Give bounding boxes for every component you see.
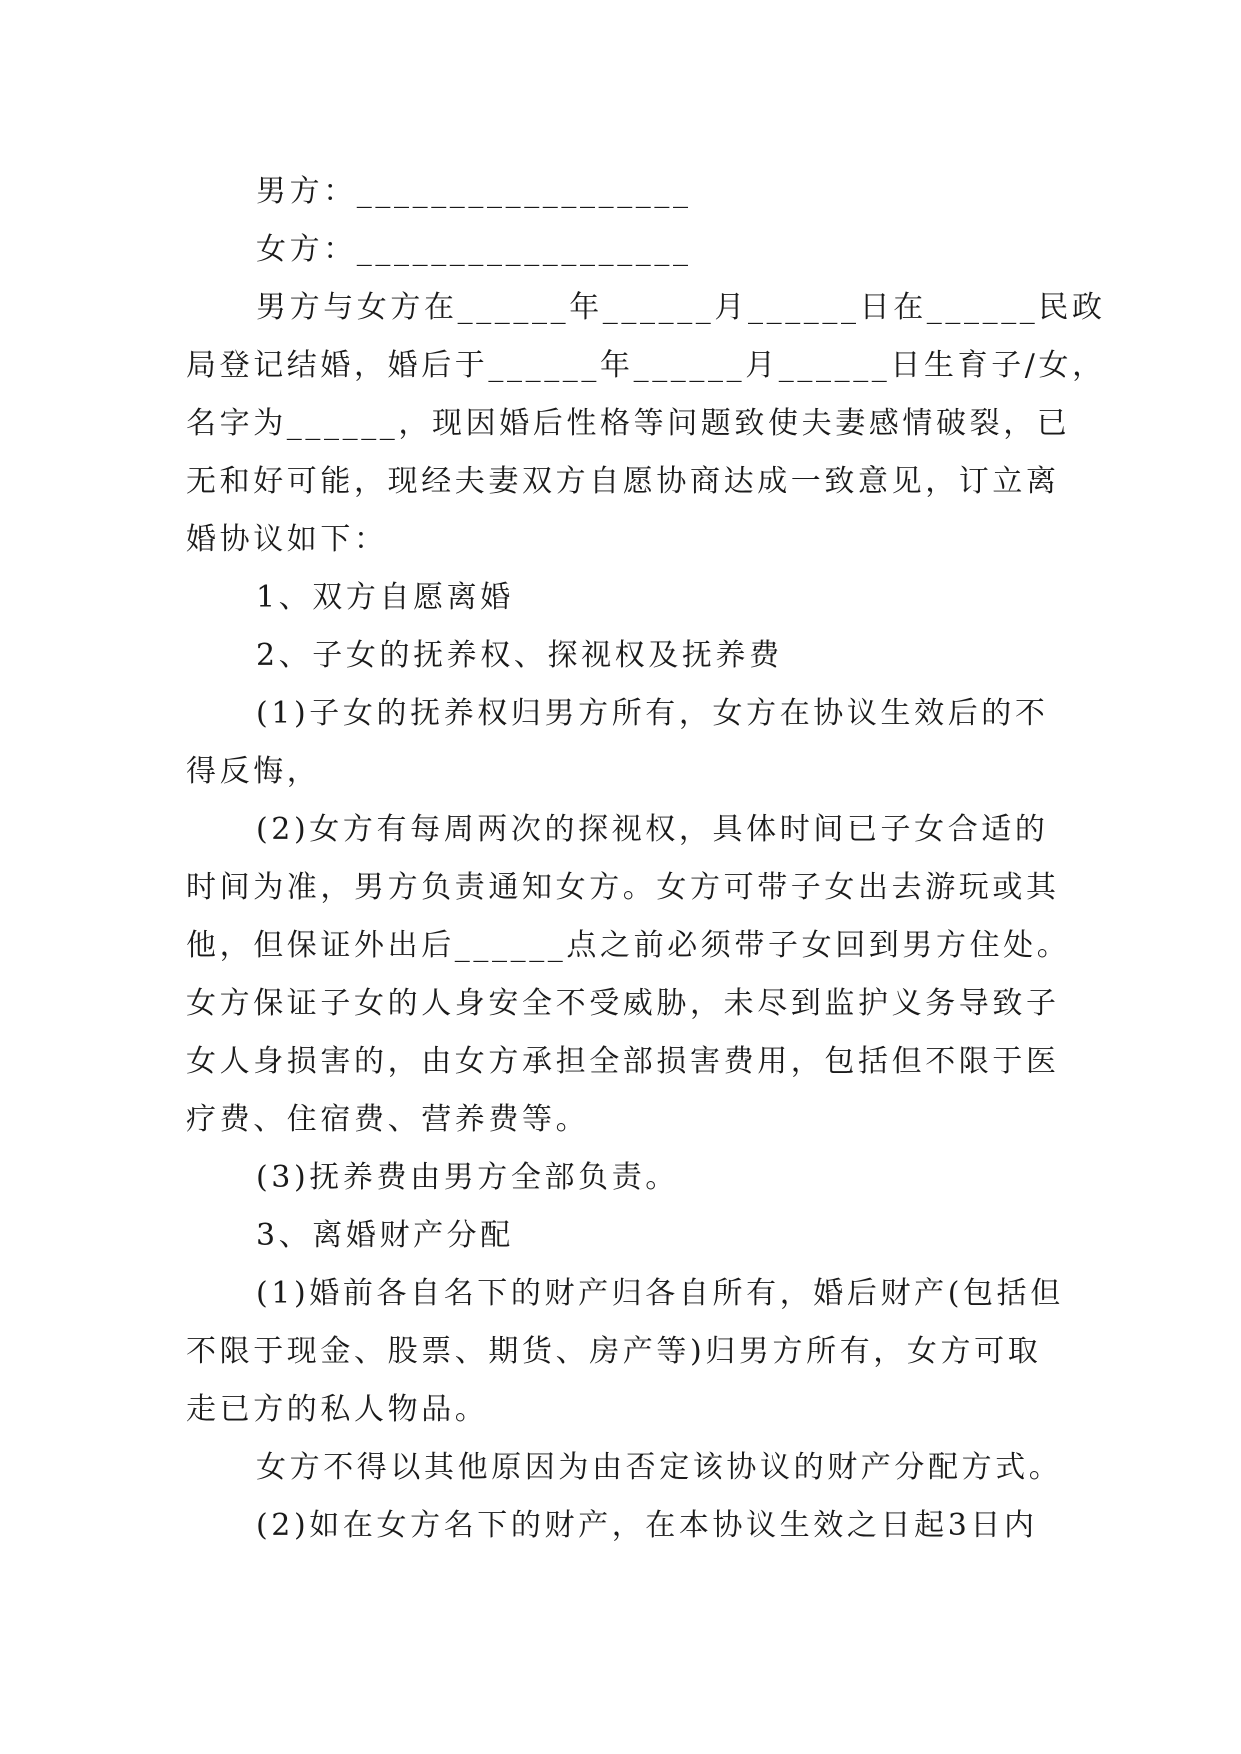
paragraph-line: 女方不得以其他原因为由否定该协议的财产分配方式。 — [256, 1450, 1063, 1485]
paragraph-line: (3)抚养费由男方全部负责。 — [256, 1160, 679, 1195]
paragraph-line: (1)婚前各自名下的财产归各自所有，婚后财产(包括但 — [256, 1276, 1064, 1311]
paragraph-line: 疗费、住宿费、营养费等。 — [186, 1102, 590, 1137]
wife-line: 女方：__________________ — [256, 232, 692, 267]
paragraph-line: 婚协议如下： — [186, 522, 388, 557]
paragraph-line: 不限于现金、股票、期货、房产等)归男方所有，女方可取 — [186, 1334, 1042, 1369]
clause-heading: 2、子女的抚养权、探视权及抚养费 — [256, 638, 783, 673]
paragraph-line: 无和好可能，现经夫妻双方自愿协商达成一致意见，订立离 — [186, 464, 1060, 499]
husband-line: 男方：__________________ — [256, 174, 692, 209]
paragraph-line: 女方保证子女的人身安全不受威胁，未尽到监护义务导致子 — [186, 986, 1060, 1021]
clause-heading: 1、双方自愿离婚 — [256, 580, 514, 615]
paragraph-line: (2)女方有每周两次的探视权，具体时间已子女合适的 — [256, 812, 1049, 847]
document-body — [186, 163, 1106, 1555]
paragraph-line: 时间为准，男方负责通知女方。女方可带子女出去游玩或其 — [186, 870, 1060, 905]
paragraph-line: 女人身损害的，由女方承担全部损害费用，包括但不限于医 — [186, 1044, 1060, 1079]
paragraph-line: 走已方的私人物品。 — [186, 1392, 489, 1427]
clause-heading: 3、离婚财产分配 — [256, 1218, 514, 1253]
paragraph-line: 得反悔， — [186, 754, 321, 789]
paragraph-line: (1)子女的抚养权归男方所有，女方在协议生效后的不 — [256, 696, 1049, 731]
paragraph-line: (2)如在女方名下的财产，在本协议生效之日起3日内 — [256, 1508, 1038, 1543]
paragraph-line: 他，但保证外出后______点之前必须带子女回到男方住处。 — [186, 928, 1071, 963]
paragraph-line: 名字为______，现因婚后性格等问题致使夫妻感情破裂，已 — [186, 406, 1071, 441]
paragraph-line: 局登记结婚，婚后于______年______月______日生育子/女， — [186, 348, 1106, 383]
paragraph-line: 男方与女方在______年______月______日在______民政 — [256, 290, 1106, 325]
